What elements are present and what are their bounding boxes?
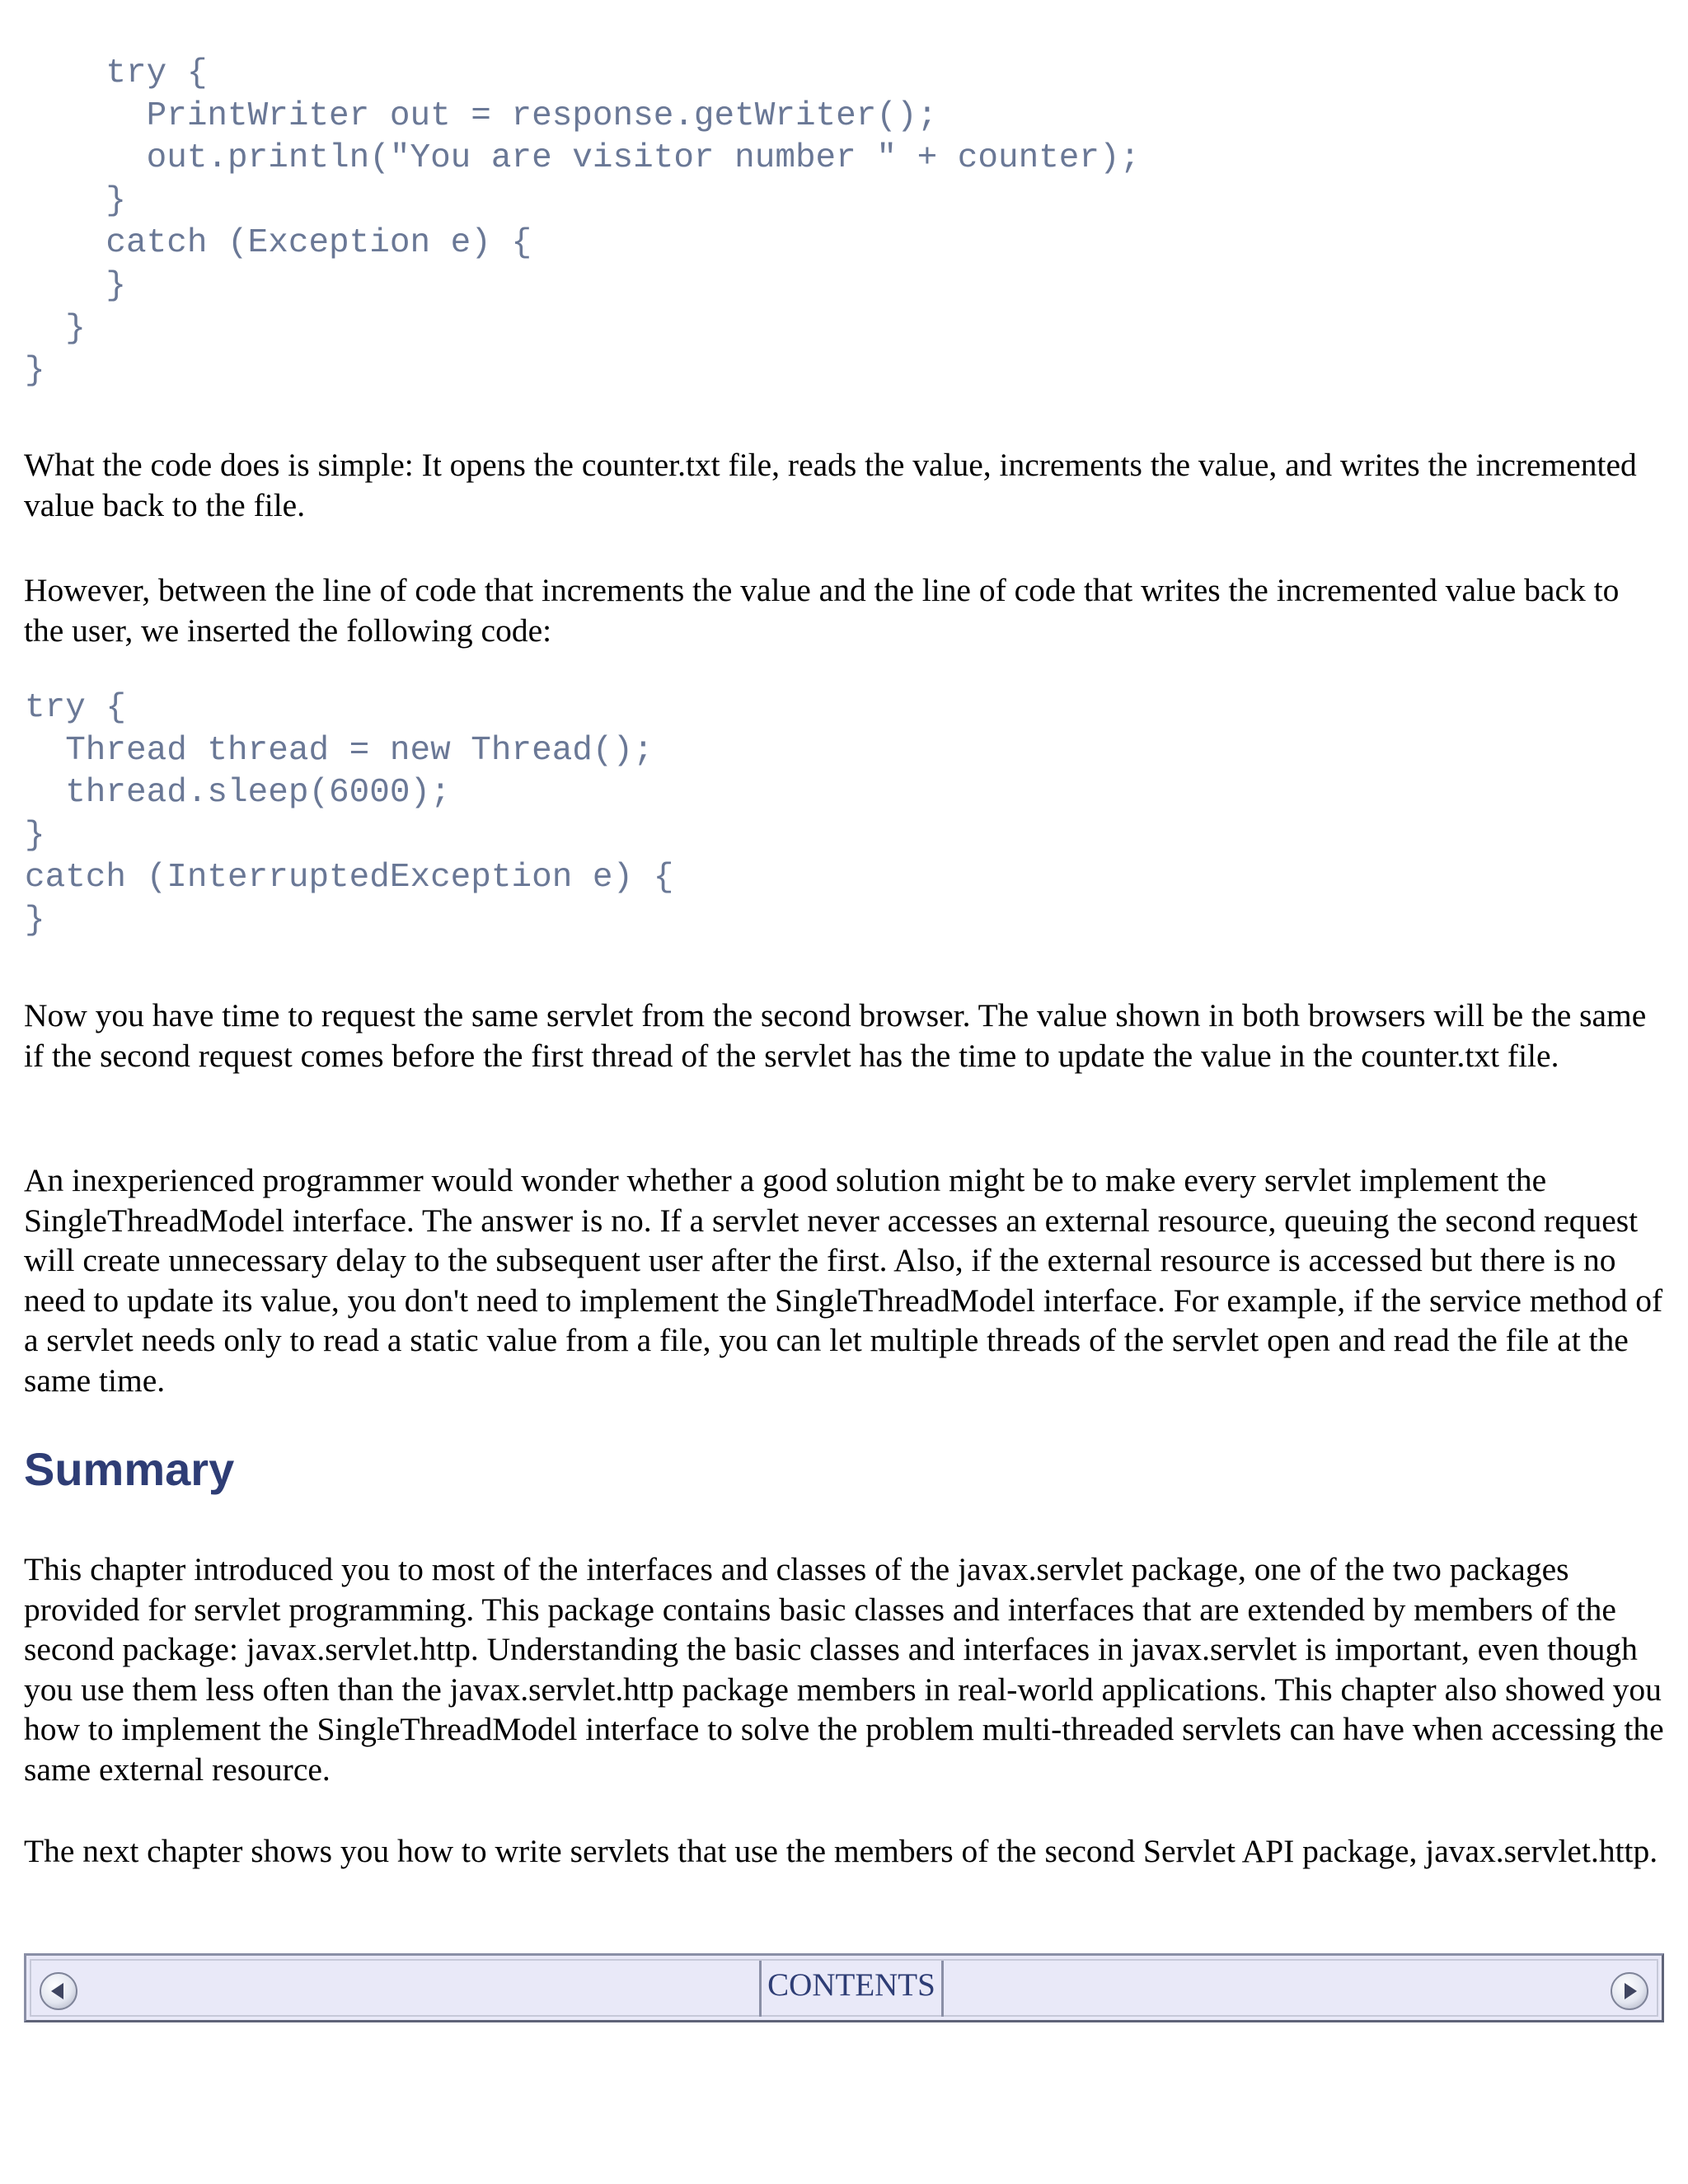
contents-cell — [759, 1961, 944, 2017]
code-line: PrintWriter out = response.getWriter(); — [25, 96, 938, 135]
navigation-bar-inner — [30, 1959, 1658, 2017]
paragraph-inexperienced-programmer: An inexperienced programmer would wonder whether a good solution might be to make every servlet implement the SingleThreadModel interface. The answer is no. If a servlet never accesses an external resource, queuing the second request will create unnecessary delay to the subsequent user after the first. Also, if the external resource is accessed but there is no need to update its value, you don't need to implement the SingleThreadModel interface. For example, if the service method of a servlet needs only to read a static value from a file, you can let multiple threads of the servlet open and read the file at the same time. — [24, 1162, 1663, 1399]
previous-page-button[interactable] — [40, 1972, 77, 2010]
code-line: catch (InterruptedException e) { — [25, 859, 674, 898]
page-navigation-bar — [24, 1953, 1664, 2022]
code-line: catch (Exception e) { — [25, 224, 532, 263]
paragraph-summary: This chapter introduced you to most of the interfaces and classes of the javax.servlet package, one of the two packages provided for servlet programming. This package contains basic classes and interfaces that are extended by members of the second package: javax.servlet.http. Understanding the basic classes and interfaces in javax.servlet is important, even though you use them less often than the javax.servlet.http package members in real-world applications. This chapter also showed you how to implement the SingleThreadModel interface to solve the problem multi-threaded servlets can have when accessing the same external resource. — [24, 1551, 1664, 1788]
code-block-thread-sleep — [25, 687, 673, 943]
section-heading-summary: Summary — [24, 1443, 235, 1495]
code-line: Thread thread = new Thread(); — [25, 731, 654, 770]
paragraph-inserted-code-intro: However, between the line of code that increments the value and the line of code that writes the incremented value back to the user, we inserted the following code: — [24, 572, 1620, 649]
paragraph-next-chapter: The next chapter shows you how to write servlets that use the members of the second Servlet API package, javax.servlet.http. — [24, 1833, 1658, 1869]
paragraph-second-browser: Now you have time to request the same servlet from the second browser. The value shown in both browsers will be the same if the second request comes before the first thread of the servlet has the time to update the value in the counter.txt file. — [24, 997, 1647, 1074]
code-line: } — [25, 901, 45, 940]
code-line: } — [25, 266, 127, 305]
contents-link[interactable]: CONTENTS — [767, 1967, 935, 2003]
code-line: } — [25, 309, 86, 348]
paragraph-code-explanation: What the code does is simple: It opens the counter.txt file, reads the value, increments the value, and writes the incremented value back to the file. — [24, 447, 1637, 523]
code-block-response-writer — [25, 53, 1140, 393]
code-line: } — [25, 352, 45, 391]
next-page-button[interactable] — [1611, 1972, 1648, 2010]
code-line: out.println("You are visitor number " + counter); — [25, 139, 1141, 178]
code-line: try { — [25, 54, 208, 92]
code-line: } — [25, 816, 45, 855]
next-arrow-icon — [1612, 1974, 1647, 2008]
code-line: } — [25, 181, 127, 220]
code-line: try { — [25, 689, 127, 727]
code-line: thread.sleep(6000); — [25, 774, 451, 813]
previous-arrow-icon — [41, 1974, 76, 2008]
